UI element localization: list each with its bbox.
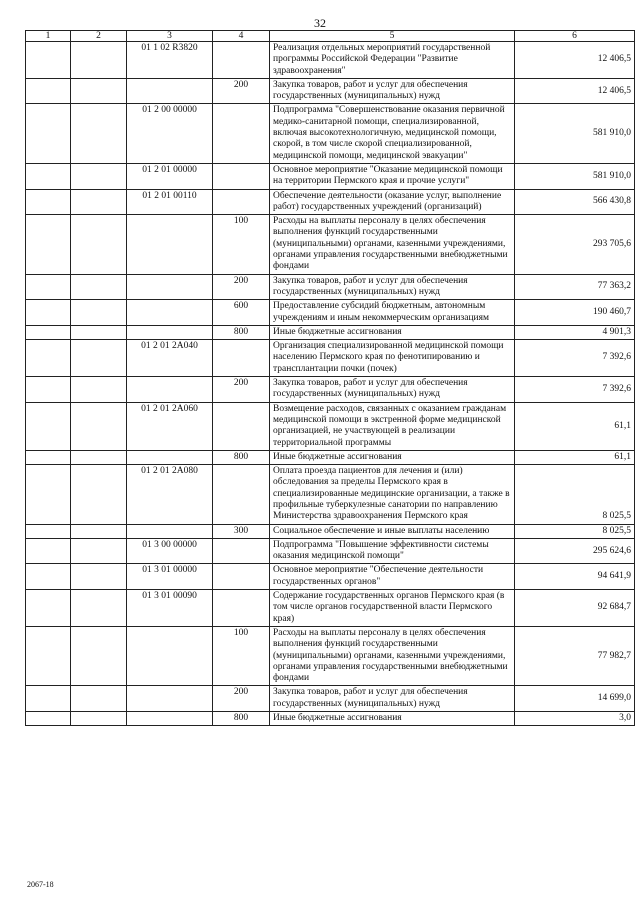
cell-target-code [127,524,213,538]
cell-description: Содержание государственных органов Пермского края (в том числе органов государственной власти Пермского края) [270,590,515,627]
cell-amount: 581 910,0 [515,104,635,163]
cell-col1 [26,300,71,326]
cell-col1 [26,78,71,104]
cell-target-code: 01 3 01 00090 [127,590,213,627]
cell-target-code: 01 2 00 00000 [127,104,213,163]
cell-target-code [127,274,213,300]
footer-code: 2067-18 [27,880,54,889]
table-row [26,215,635,274]
cell-expense-type [213,538,270,564]
cell-amount: 14 699,0 [515,686,635,712]
table-row [26,377,635,403]
cell-description: Закупка товаров, работ и услуг для обеспечения государственных (муниципальных) нужд [270,377,515,403]
cell-col1 [26,163,71,189]
cell-target-code [127,215,213,274]
cell-amount: 581 910,0 [515,163,635,189]
table-row [26,465,635,524]
cell-description: Организация специализированной медицинской помощи населению Пермского края по фенотипированию и трансплантации почки (почек) [270,340,515,377]
cell-expense-type [213,189,270,215]
cell-expense-type: 800 [213,450,270,464]
table-row [26,340,635,377]
cell-col2 [71,465,127,524]
cell-amount: 77 982,7 [515,626,635,685]
cell-expense-type [213,402,270,450]
cell-col1 [26,564,71,590]
cell-amount: 293 705,6 [515,215,635,274]
cell-target-code [127,78,213,104]
header-cell: 2 [71,31,127,42]
cell-col1 [26,377,71,403]
cell-expense-type: 800 [213,712,270,726]
cell-col2 [71,626,127,685]
header-cell: 4 [213,31,270,42]
cell-amount: 3,0 [515,712,635,726]
header-cell: 1 [26,31,71,42]
cell-expense-type [213,564,270,590]
header-cell: 5 [270,31,515,42]
header-cell: 6 [515,31,635,42]
cell-target-code [127,626,213,685]
table-row [26,538,635,564]
cell-col2 [71,524,127,538]
cell-expense-type [213,340,270,377]
cell-target-code: 01 2 01 2А080 [127,465,213,524]
table-header-row [26,31,635,42]
cell-description: Социальное обеспечение и иные выплаты населению [270,524,515,538]
cell-amount: 12 406,5 [515,78,635,104]
cell-description: Подпрограмма "Совершенствование оказания первичной медико-санитарной помощи, специализированной, включая высокотехнологичную, медицинской помощи, скорой, в том числе скорой специализированной, медицинской помощи, медицинской эвакуации" [270,104,515,163]
table-row [26,402,635,450]
table-row [26,42,635,79]
cell-target-code [127,377,213,403]
cell-col2 [71,42,127,79]
cell-col2 [71,325,127,339]
cell-col2 [71,300,127,326]
cell-amount: 94 641,9 [515,564,635,590]
cell-target-code: 01 2 01 00110 [127,189,213,215]
table-row [26,712,635,726]
table-row [26,274,635,300]
cell-target-code: 01 2 01 2А040 [127,340,213,377]
cell-description: Основное мероприятие "Обеспечение деятельности государственных органов" [270,564,515,590]
cell-description: Реализация отдельных мероприятий государственной программы Российской Федерации "Развитие здравоохранения" [270,42,515,79]
header-cell: 3 [127,31,213,42]
cell-amount: 61,1 [515,402,635,450]
cell-target-code [127,300,213,326]
table-row [26,325,635,339]
cell-description: Расходы на выплаты персоналу в целях обеспечения выполнения функций государственными (муниципальными) органами, казенными учреждениями, органами управления государственными внебюджетными фондами [270,215,515,274]
cell-col1 [26,465,71,524]
cell-description: Предоставление субсидий бюджетным, автономным учреждениям и иным некоммерческим организациям [270,300,515,326]
cell-col2 [71,402,127,450]
cell-target-code: 01 2 01 2А060 [127,402,213,450]
cell-col1 [26,189,71,215]
cell-expense-type [213,42,270,79]
cell-col2 [71,590,127,627]
budget-table-body [26,31,635,726]
cell-col1 [26,402,71,450]
cell-description: Подпрограмма "Повышение эффективности системы оказания медицинской помощи" [270,538,515,564]
table-row [26,163,635,189]
budget-table [25,30,635,726]
cell-amount: 7 392,6 [515,340,635,377]
cell-amount: 12 406,5 [515,42,635,79]
cell-amount: 566 430,8 [515,189,635,215]
cell-col2 [71,78,127,104]
cell-col2 [71,163,127,189]
table-row [26,686,635,712]
cell-col2 [71,340,127,377]
cell-amount: 92 684,7 [515,590,635,627]
cell-amount: 295 624,6 [515,538,635,564]
cell-expense-type [213,465,270,524]
cell-description: Иные бюджетные ассигнования [270,325,515,339]
cell-expense-type: 200 [213,686,270,712]
table-row [26,626,635,685]
cell-col2 [71,564,127,590]
cell-target-code: 01 2 01 00000 [127,163,213,189]
table-row [26,78,635,104]
table-row [26,564,635,590]
cell-col2 [71,538,127,564]
cell-col1 [26,215,71,274]
cell-target-code: 01 1 02 R3820 [127,42,213,79]
cell-description: Закупка товаров, работ и услуг для обеспечения государственных (муниципальных) нужд [270,686,515,712]
table-row [26,450,635,464]
cell-amount: 8 025,5 [515,524,635,538]
cell-col2 [71,215,127,274]
cell-description: Иные бюджетные ассигнования [270,450,515,464]
cell-col1 [26,340,71,377]
cell-expense-type: 200 [213,377,270,403]
cell-description: Иные бюджетные ассигнования [270,712,515,726]
cell-expense-type: 100 [213,215,270,274]
cell-target-code: 01 3 00 00000 [127,538,213,564]
cell-description: Обеспечение деятельности (оказание услуг, выполнение работ) государственных учреждений (организаций) [270,189,515,215]
cell-description: Закупка товаров, работ и услуг для обеспечения государственных (муниципальных) нужд [270,78,515,104]
cell-description: Закупка товаров, работ и услуг для обеспечения государственных (муниципальных) нужд [270,274,515,300]
cell-description: Расходы на выплаты персоналу в целях обеспечения выполнения функций государственными (муниципальными) органами, казенными учреждениями, органами управления государственными внебюджетными фондами [270,626,515,685]
cell-expense-type [213,163,270,189]
cell-amount: 4 901,3 [515,325,635,339]
cell-col1 [26,325,71,339]
cell-description: Возмещение расходов, связанных с оказанием гражданам медицинской помощи в экстренной форме медицинской организацией, не участвующей в реализации территориальной программы [270,402,515,450]
cell-col2 [71,686,127,712]
cell-col2 [71,377,127,403]
cell-col1 [26,42,71,79]
cell-amount: 8 025,5 [515,465,635,524]
cell-amount: 77 363,2 [515,274,635,300]
cell-target-code [127,712,213,726]
cell-amount: 190 460,7 [515,300,635,326]
cell-description: Оплата проезда пациентов для лечения и (или) обследования за пределы Пермского края в специализированные медицинские организации, а также в профильные туберкулезные санатории по направлению Министерства здравоохранения Пермского края [270,465,515,524]
cell-expense-type: 200 [213,274,270,300]
cell-expense-type [213,104,270,163]
cell-col1 [26,274,71,300]
cell-amount: 61,1 [515,450,635,464]
cell-col1 [26,626,71,685]
cell-target-code [127,450,213,464]
cell-col1 [26,538,71,564]
cell-expense-type: 600 [213,300,270,326]
cell-target-code [127,325,213,339]
cell-col1 [26,450,71,464]
cell-col2 [71,712,127,726]
page-number: 32 [314,16,326,30]
cell-col1 [26,590,71,627]
table-row [26,524,635,538]
table-row [26,104,635,163]
cell-col2 [71,274,127,300]
cell-target-code [127,686,213,712]
cell-col1 [26,686,71,712]
cell-expense-type: 200 [213,78,270,104]
cell-target-code: 01 3 01 00000 [127,564,213,590]
cell-col2 [71,104,127,163]
table-row [26,189,635,215]
cell-col1 [26,104,71,163]
cell-expense-type: 100 [213,626,270,685]
cell-expense-type [213,590,270,627]
table-row [26,590,635,627]
cell-amount: 7 392,6 [515,377,635,403]
cell-col1 [26,712,71,726]
cell-col2 [71,450,127,464]
cell-expense-type: 300 [213,524,270,538]
cell-expense-type: 800 [213,325,270,339]
cell-col2 [71,189,127,215]
table-row [26,300,635,326]
cell-col1 [26,524,71,538]
cell-description: Основное мероприятие "Оказание медицинской помощи на территории Пермского края и прочие услуги" [270,163,515,189]
